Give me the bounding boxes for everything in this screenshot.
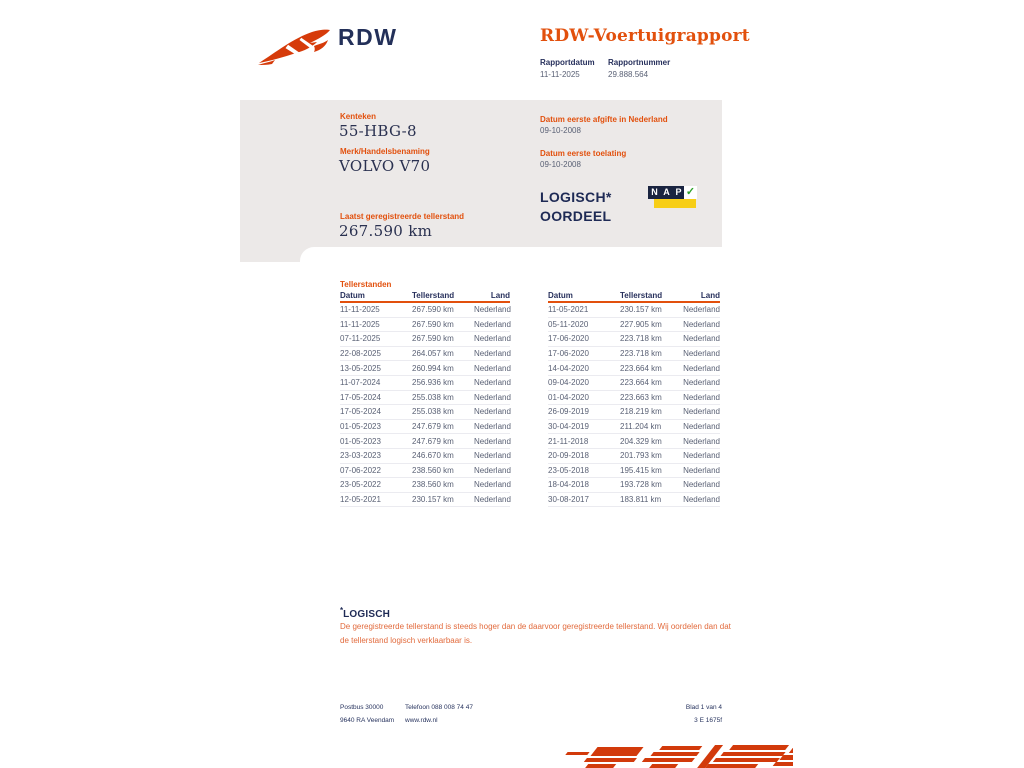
table-cell: 23-05-2018 xyxy=(548,465,589,475)
table-cell: 17-05-2024 xyxy=(340,392,381,402)
table-cell: Nederland xyxy=(683,465,720,475)
column-header-land: Land xyxy=(700,291,720,300)
table-row xyxy=(340,420,510,435)
afgifte-value: 09-10-2008 xyxy=(540,126,581,135)
footnote-word: LOGISCH xyxy=(343,609,391,620)
rdw-logo-wing-icon xyxy=(256,24,334,70)
table-cell: Nederland xyxy=(474,436,511,446)
table-cell: Nederland xyxy=(474,480,511,490)
table-cell: 11-07-2024 xyxy=(340,378,381,388)
kenteken-label: Kenteken xyxy=(340,112,377,121)
table-cell: 01-04-2020 xyxy=(548,392,589,402)
table-row xyxy=(548,376,720,391)
table-cell: 264.057 km xyxy=(412,349,454,359)
table-header-row xyxy=(548,291,720,303)
column-header-land: Land xyxy=(490,291,510,300)
report-date-value: 11-11-2025 xyxy=(540,70,580,79)
table-cell: 204.329 km xyxy=(620,436,662,446)
table-cell: 211.204 km xyxy=(620,422,662,432)
table-row xyxy=(340,332,510,347)
table-cell: 05-11-2020 xyxy=(548,319,589,329)
oordeel-line2: OORDEEL xyxy=(540,208,612,224)
table-cell: 07-11-2025 xyxy=(340,334,381,344)
table-cell: Nederland xyxy=(683,392,720,402)
oordeel-text xyxy=(540,188,612,226)
tellerstanden-table-right xyxy=(548,291,720,507)
table-cell: 17-05-2024 xyxy=(340,407,381,417)
table-cell: 22-08-2025 xyxy=(340,349,381,359)
table-row xyxy=(548,391,720,406)
merk-value: VOLVO V70 xyxy=(339,157,431,175)
table-row xyxy=(340,405,510,420)
table-row xyxy=(340,347,510,362)
table-row xyxy=(340,303,510,318)
footer-website: www.rdw.nl xyxy=(405,717,438,724)
toelating-value: 09-10-2008 xyxy=(540,160,581,169)
table-cell: Nederland xyxy=(683,436,720,446)
table-cell: 195.415 km xyxy=(620,465,662,475)
table-cell: Nederland xyxy=(474,305,511,315)
table-cell: 23-03-2023 xyxy=(340,451,381,461)
table-row xyxy=(340,434,510,449)
table-cell: 260.994 km xyxy=(412,363,454,373)
report-number-label: Rapportnummer xyxy=(608,58,671,67)
table-cell: Nederland xyxy=(683,480,720,490)
table-row xyxy=(548,318,720,333)
table-cell: 09-04-2020 xyxy=(548,378,589,388)
column-header-datum: Datum xyxy=(340,291,365,300)
table-cell: 01-05-2023 xyxy=(340,436,381,446)
report-date-label: Rapportdatum xyxy=(540,58,595,67)
table-cell: 183.811 km xyxy=(620,495,662,505)
table-cell: 223.664 km xyxy=(620,378,662,388)
table-cell: 256.936 km xyxy=(412,378,454,388)
kenteken-value: 55-HBG-8 xyxy=(339,122,417,140)
table-body xyxy=(340,303,510,507)
table-cell: 223.718 km xyxy=(620,349,662,359)
table-cell: Nederland xyxy=(683,363,720,373)
footer-phone: Telefoon 088 008 74 47 xyxy=(405,704,473,711)
table-header-row xyxy=(340,291,510,303)
table-row xyxy=(340,464,510,479)
table-cell: 01-05-2023 xyxy=(340,422,381,432)
table-cell: 247.679 km xyxy=(412,436,454,446)
table-cell: Nederland xyxy=(683,407,720,417)
table-cell: Nederland xyxy=(683,305,720,315)
afgifte-label: Datum eerste afgifte in Nederland xyxy=(540,115,668,124)
tellerstand-value: 267.590 km xyxy=(339,222,433,240)
column-header-datum: Datum xyxy=(548,291,573,300)
footnote-text: De geregistreerde tellerstand is steeds hoger dan de daarvoor geregistreerde tellerstand. Wij oordelen dan dat de tellerstand logisch verklaarbaar is. xyxy=(340,622,731,645)
table-cell: Nederland xyxy=(474,465,511,475)
table-cell: 223.664 km xyxy=(620,363,662,373)
table-cell: 11-11-2025 xyxy=(340,305,380,315)
merk-label: Merk/Handelsbenaming xyxy=(340,147,430,156)
table-cell: Nederland xyxy=(474,363,511,373)
decorative-stripes-icon xyxy=(545,740,793,768)
table-row xyxy=(340,449,510,464)
table-cell: 13-05-2025 xyxy=(340,363,381,373)
table-cell: 267.590 km xyxy=(412,334,454,344)
rdw-wordmark: RDW xyxy=(338,24,398,50)
table-body xyxy=(548,303,720,507)
table-cell: 11-11-2025 xyxy=(340,319,380,329)
table-row xyxy=(340,493,510,508)
table-cell: Nederland xyxy=(474,349,511,359)
column-header-tellerstand: Tellerstand xyxy=(412,291,455,300)
table-row xyxy=(340,361,510,376)
table-cell: Nederland xyxy=(683,378,720,388)
table-row xyxy=(548,347,720,362)
footer-page-info xyxy=(600,701,722,727)
footnote-star: * xyxy=(340,606,344,615)
toelating-label: Datum eerste toelating xyxy=(540,149,627,158)
table-cell: 30-08-2017 xyxy=(548,495,589,505)
footer-contact xyxy=(405,701,473,727)
table-row xyxy=(548,405,720,420)
table-cell: Nederland xyxy=(474,319,511,329)
table-cell: 23-05-2022 xyxy=(340,480,381,490)
table-cell: 255.038 km xyxy=(412,407,454,417)
table-cell: Nederland xyxy=(474,378,511,388)
table-cell: 26-09-2019 xyxy=(548,407,589,417)
table-row xyxy=(340,478,510,493)
report-title: RDW-Voertuigrapport xyxy=(540,26,750,46)
table-cell: 17-06-2020 xyxy=(548,349,589,359)
table-row xyxy=(548,449,720,464)
nap-letter-p: P xyxy=(672,186,685,199)
table-cell: Nederland xyxy=(683,349,720,359)
footer-address-line2: 9640 RA Veendam xyxy=(340,717,395,724)
footer-page-number: Blad 1 van 4 xyxy=(685,704,722,711)
table-cell: 238.560 km xyxy=(412,480,454,490)
table-cell: Nederland xyxy=(474,495,511,505)
vehicle-summary-panel xyxy=(240,100,722,262)
nap-logo xyxy=(648,186,698,209)
table-cell: 267.590 km xyxy=(412,305,454,315)
table-row xyxy=(548,361,720,376)
table-cell: 201.793 km xyxy=(620,451,662,461)
table-cell: Nederland xyxy=(474,422,511,432)
tellerstanden-section-title: Tellerstanden xyxy=(340,280,392,289)
table-cell: 18-04-2018 xyxy=(548,480,589,490)
table-cell: 193.728 km xyxy=(620,480,662,490)
table-cell: 07-06-2022 xyxy=(340,465,381,475)
table-cell: Nederland xyxy=(474,451,511,461)
table-cell: Nederland xyxy=(683,334,720,344)
table-row xyxy=(548,478,720,493)
panel-notch xyxy=(300,247,722,262)
table-row xyxy=(340,391,510,406)
table-cell: 218.219 km xyxy=(620,407,662,417)
footer-address-line1: Postbus 30000 xyxy=(340,704,384,711)
table-cell: Nederland xyxy=(683,495,720,505)
table-row xyxy=(548,303,720,318)
table-row xyxy=(340,318,510,333)
table-cell: 230.157 km xyxy=(620,305,662,315)
table-row xyxy=(340,376,510,391)
table-cell: 246.670 km xyxy=(412,451,454,461)
table-cell: 223.718 km xyxy=(620,334,662,344)
table-cell: Nederland xyxy=(474,407,511,417)
table-cell: 238.560 km xyxy=(412,465,454,475)
table-row xyxy=(548,420,720,435)
table-cell: Nederland xyxy=(474,392,511,402)
table-cell: Nederland xyxy=(683,422,720,432)
table-row xyxy=(548,493,720,508)
table-cell: 227.905 km xyxy=(620,319,662,329)
oordeel-line1: LOGISCH* xyxy=(540,189,612,205)
table-cell: 11-05-2021 xyxy=(548,305,589,315)
report-number-value: 29.888.564 xyxy=(608,70,649,79)
table-cell: 21-11-2018 xyxy=(548,436,589,446)
table-cell: 12-05-2021 xyxy=(340,495,381,505)
table-cell: 255.038 km xyxy=(412,392,454,402)
footer-address xyxy=(340,701,394,727)
table-cell: 223.663 km xyxy=(620,392,662,402)
table-row xyxy=(548,332,720,347)
table-cell: Nederland xyxy=(474,334,511,344)
nap-letter-n: N xyxy=(648,186,661,199)
table-row xyxy=(548,434,720,449)
table-cell: Nederland xyxy=(683,451,720,461)
table-cell: 20-09-2018 xyxy=(548,451,589,461)
column-header-tellerstand: Tellerstand xyxy=(620,291,663,300)
table-cell: 267.590 km xyxy=(412,319,454,329)
table-cell: 17-06-2020 xyxy=(548,334,589,344)
table-row xyxy=(548,464,720,479)
tellerstanden-table-left xyxy=(340,291,510,507)
nap-check-icon: ✓ xyxy=(685,186,696,198)
table-cell: 230.157 km xyxy=(412,495,454,505)
table-cell: 247.679 km xyxy=(412,422,454,432)
table-cell: 14-04-2020 xyxy=(548,363,589,373)
nap-letter-a: A xyxy=(660,186,673,199)
footer-form-code: 3 E 1675f xyxy=(694,717,722,724)
table-cell: Nederland xyxy=(683,319,720,329)
tellerstand-label: Laatst geregistreerde tellerstand xyxy=(340,212,465,221)
table-cell: 30-04-2019 xyxy=(548,422,589,432)
